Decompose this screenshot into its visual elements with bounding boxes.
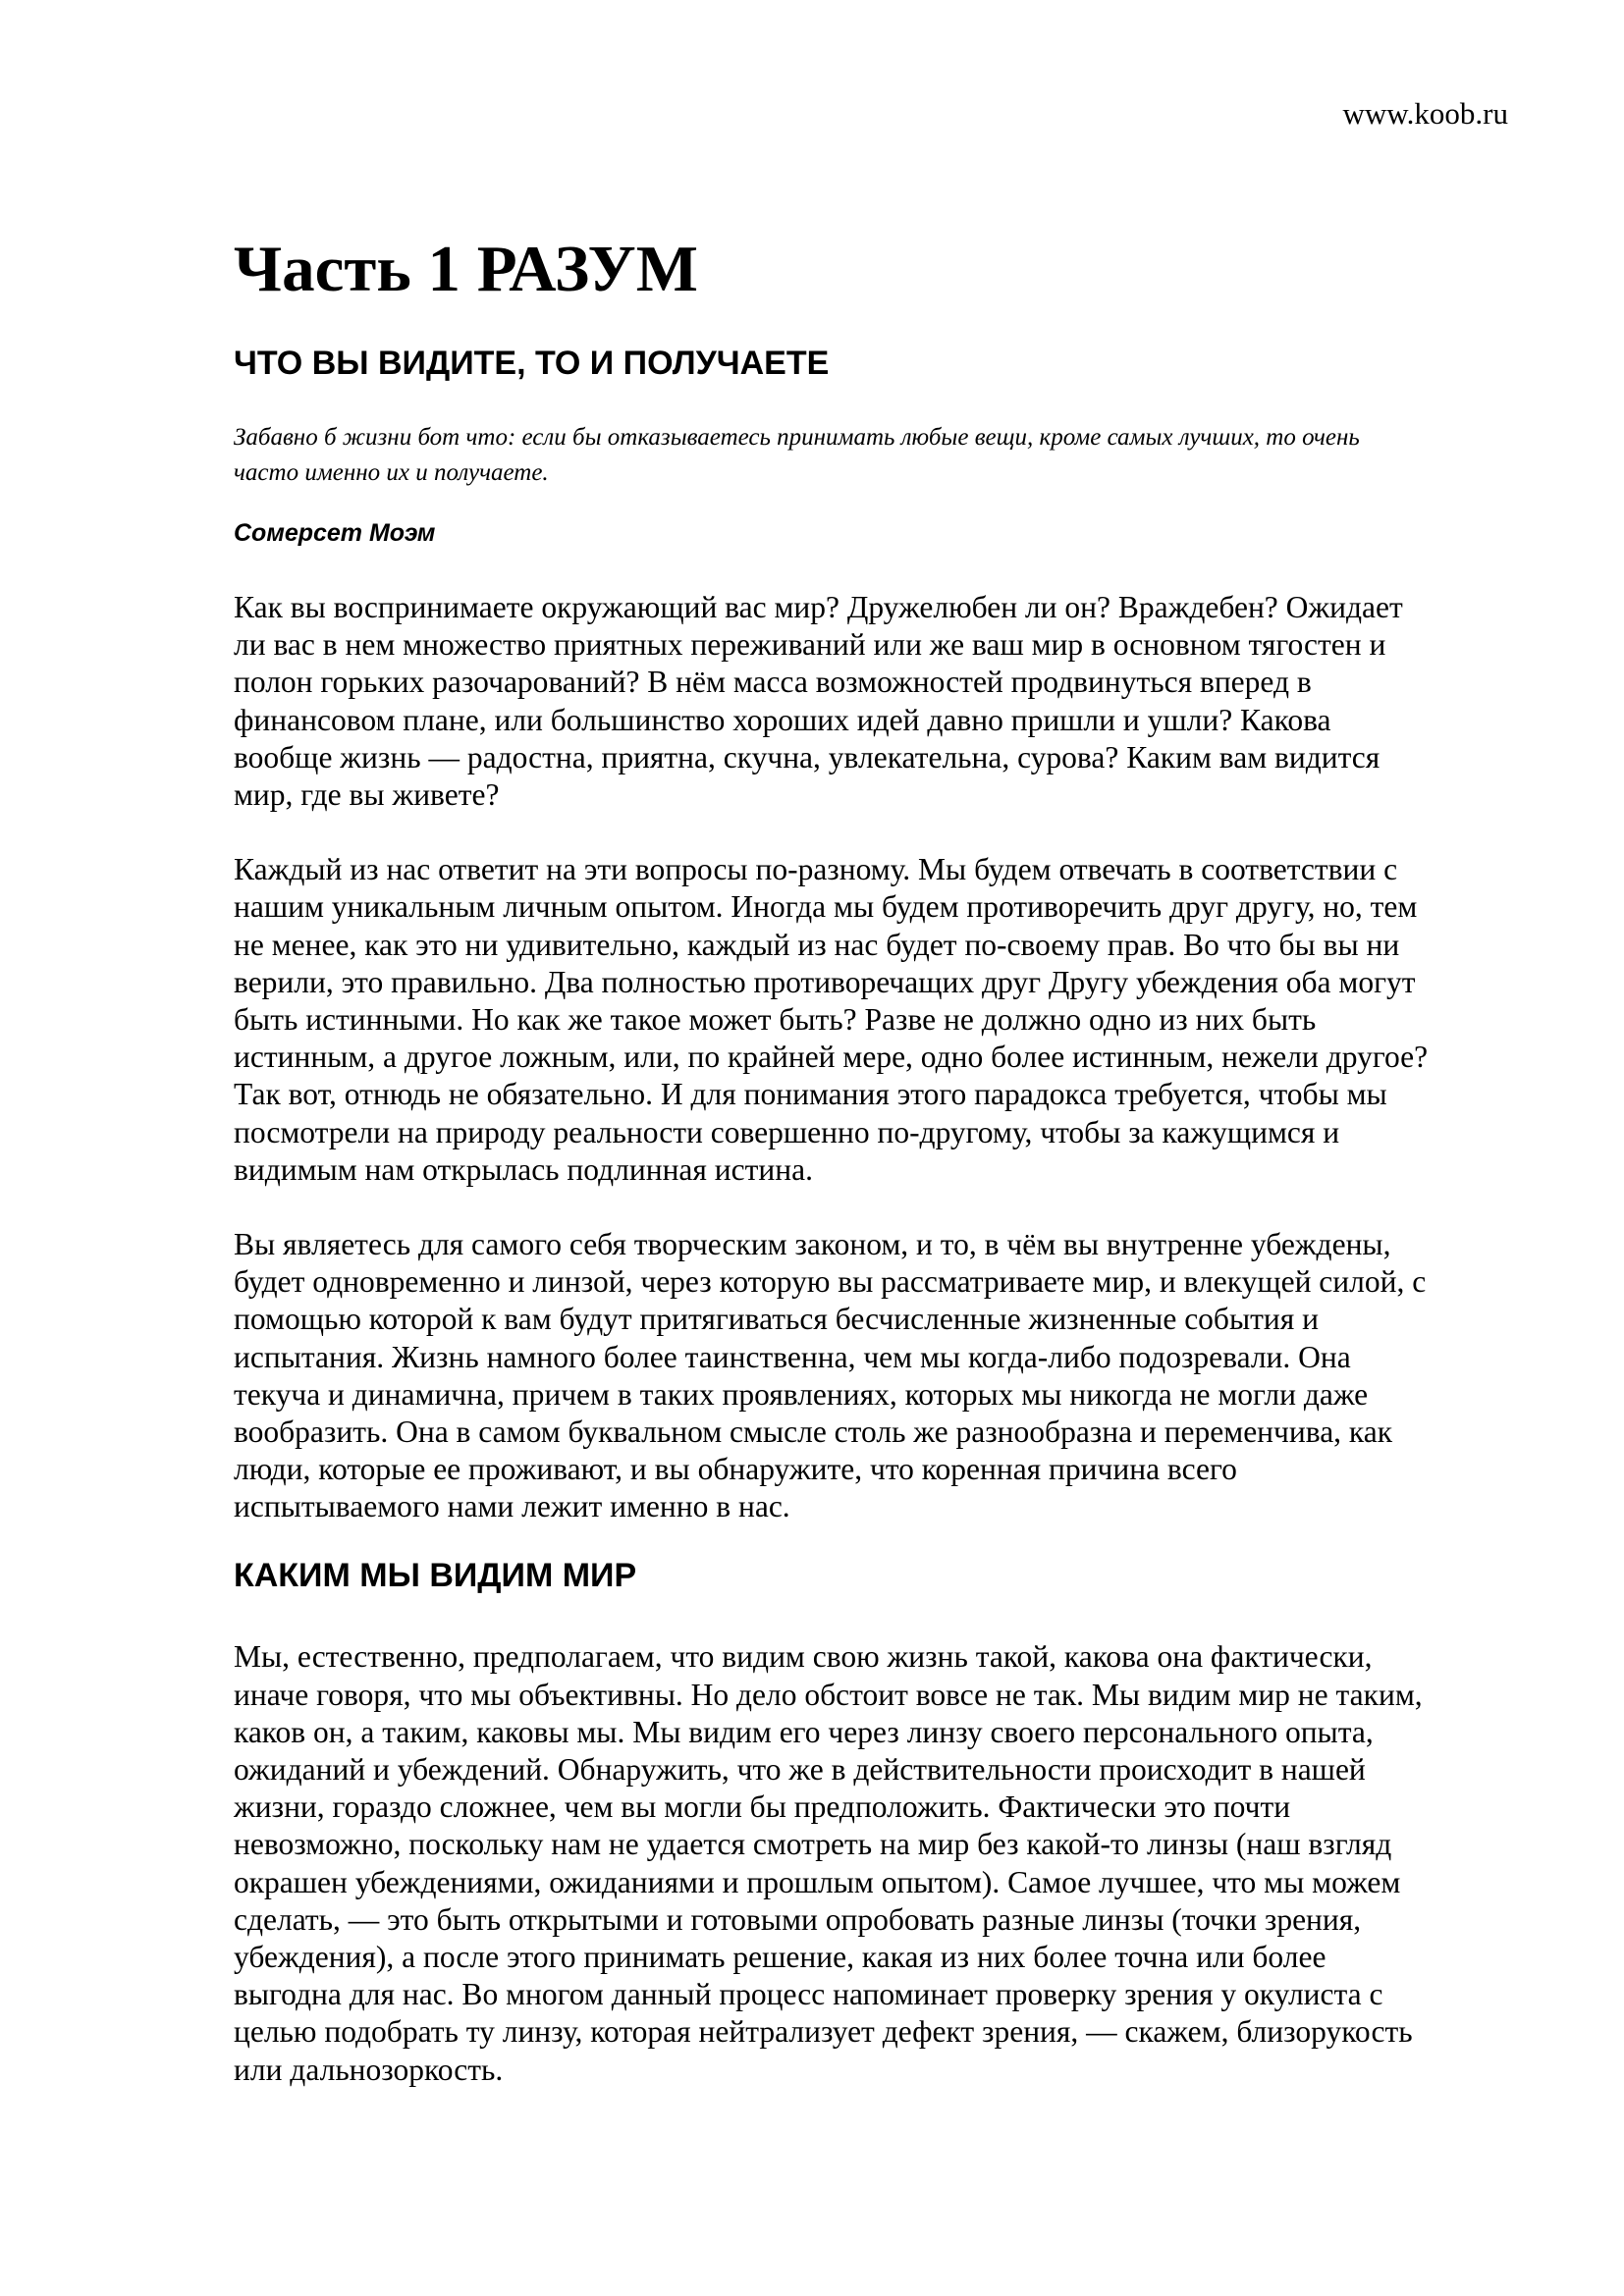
text-line: помощью которой к вам будут притягиваться бесчисленные жизненные события и bbox=[234, 1302, 1319, 1337]
text-line: финансовом плане, или большинство хороших идей давно пришли и ушли? Какова bbox=[234, 702, 1331, 737]
text-line: истинным, а другое ложным, или, по крайней мере, одно более истинным, нежели другое? bbox=[234, 1040, 1429, 1075]
text-line: выгодна для нас. Во многом данный процесс напоминает проверку зрения у окулиста с bbox=[234, 1977, 1383, 2012]
page-content bbox=[234, 234, 1510, 2089]
section-heading-what-you-see: ЧТО ВЫ ВИДИТЕ, ТО И ПОЛУЧАЕТЕ bbox=[234, 344, 830, 382]
paragraph-lens bbox=[234, 1638, 1510, 2088]
text-line: жизни, гораздо сложнее, чем вы могли бы предположить. Фактически это почти bbox=[234, 1789, 1291, 1825]
text-line: испытываемого нами лежит именно в нас. bbox=[234, 1489, 790, 1524]
text-line: нашим уникальным личным опытом. Иногда мы будем противоречить друг другу, но, тем bbox=[234, 889, 1418, 925]
text-line: иначе говоря, что мы объективны. Но дело обстоит вовсе не так. Мы видим мир не таким, bbox=[234, 1677, 1423, 1712]
part-title: Часть 1 РАЗУМ bbox=[234, 233, 698, 305]
text-line: Каждый из нас ответит на эти вопросы по-разному. Мы будем отвечать в соответствии с bbox=[234, 852, 1398, 887]
text-line: вообразить. Она в самом буквальном смысле столь же разнообразна и переменчива, как bbox=[234, 1415, 1393, 1450]
text-line: окрашен убеждениями, ожиданиями и прошлым опытом). Самое лучшее, что мы можем bbox=[234, 1864, 1401, 1899]
text-line: каков он, а таким, каковы мы. Мы видим его через линзу своего персонального опыта, bbox=[234, 1714, 1374, 1749]
text-line: Вы являетесь для самого себя творческим законом, и то, в чём вы внутренне убеждены, bbox=[234, 1227, 1391, 1262]
text-line: не менее, как это ни удивительно, каждый из нас будет по-своему прав. Во что бы вы ни bbox=[234, 927, 1400, 962]
text-line: ожиданий и убеждений. Обнаружить, что же в действительности происходит в нашей bbox=[234, 1752, 1366, 1788]
epigraph-quote bbox=[234, 420, 1510, 490]
text-line: вообще жизнь — радостна, приятна, скучна, увлекательна, сурова? Каким вам видится bbox=[234, 739, 1380, 774]
text-line: будет одновременно и линзой, через которую вы рассматриваете мир, и влекущей силой, с bbox=[234, 1264, 1427, 1300]
text-line: видимым нам открылась подлинная истина. bbox=[234, 1151, 813, 1187]
text-line: текуча и динамична, причем в таких проявлениях, которых мы никогда не могли даже bbox=[234, 1376, 1369, 1412]
paragraph-creative-law bbox=[234, 1226, 1510, 1526]
text-line: Как вы воспринимаете окружающий вас мир? Дружелюбен ли он? Враждебен? Ожидает bbox=[234, 589, 1403, 624]
text-line: верили, это правильно. Два полностью противоречащих друг Другу убеждения оба могут bbox=[234, 964, 1416, 999]
text-line: посмотрели на природу реальности совершенно по-другому, чтобы за кажущимся и bbox=[234, 1114, 1340, 1149]
site-url[interactable]: www.koob.ru bbox=[1342, 96, 1508, 131]
epigraph-line: Забавно б жизни бот что: если бы отказываетесь принимать любые вещи, кроме самых лучших, то очень bbox=[234, 424, 1360, 452]
text-line: ли вас в нем множество приятных переживаний или же ваш мир в основном тягостен и bbox=[234, 627, 1386, 663]
text-line: Мы, естественно, предполагаем, что видим свою жизнь такой, какова она фактически, bbox=[234, 1639, 1373, 1675]
text-line: испытания. Жизнь намного более таинственна, чем мы когда-либо подозревали. Она bbox=[234, 1339, 1351, 1374]
text-line: Так вот, отнюдь не обязательно. И для понимания этого парадокса требуется, чтобы мы bbox=[234, 1077, 1387, 1112]
text-line: сделать, — это быть открытыми и готовыми опробовать разные линзы (точки зрения, bbox=[234, 1901, 1362, 1937]
text-line: быть истинными. Но как же такое может быть? Разве не должно одно из них быть bbox=[234, 1002, 1317, 1038]
text-line: целью подобрать ту линзу, которая нейтрализует дефект зрения, — скажем, близорукость bbox=[234, 2014, 1413, 2050]
text-line: или дальнозоркость. bbox=[234, 2052, 504, 2087]
section-heading-how-we-see: КАКИМ МЫ ВИДИМ МИР bbox=[234, 1556, 637, 1594]
text-line: убеждения), а после этого принимать решение, какая из них более точна или более bbox=[234, 1940, 1326, 1975]
paragraph-perception bbox=[234, 589, 1510, 814]
text-line: люди, которые ее проживают, и вы обнаружите, что коренная причина всего bbox=[234, 1452, 1237, 1487]
text-line: мир, где вы живете? bbox=[234, 777, 500, 812]
text-line: невозможно, поскольку нам не удается смотреть на мир без какой-то линзы (наш взгляд bbox=[234, 1827, 1392, 1862]
paragraph-different-answers bbox=[234, 851, 1510, 1189]
text-line: полон горьких разочарований? В нём масса возможностей продвинуться вперед в bbox=[234, 665, 1312, 700]
epigraph-author: Сомерсет Моэм bbox=[234, 519, 436, 548]
epigraph-line: часто именно их и получаете. bbox=[234, 458, 549, 486]
